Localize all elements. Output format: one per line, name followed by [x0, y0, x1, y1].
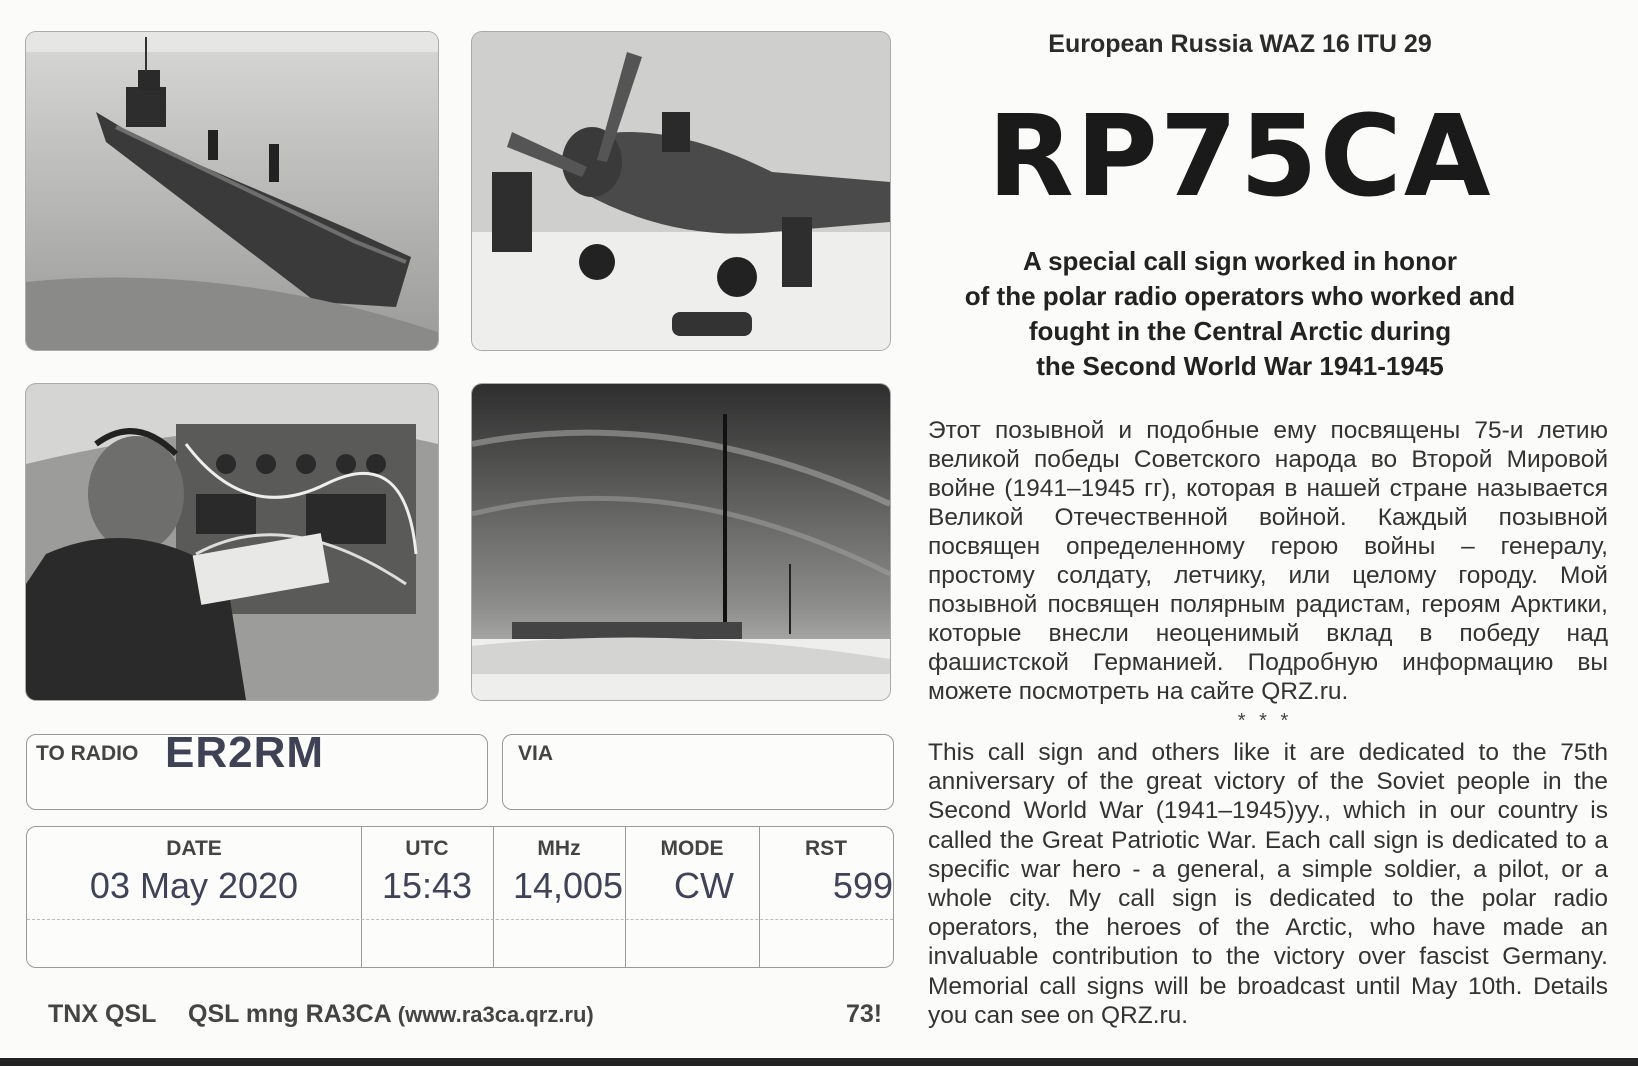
mode-value: CW: [674, 865, 734, 906]
submarine-photo: [26, 32, 438, 350]
honor-line: fought in the Central Arctic during: [1028, 316, 1452, 346]
qsl-manager-text: QSL mng RA3CA: [188, 1000, 391, 1028]
honor-line: of the polar radio operators who worked and: [964, 281, 1516, 311]
rst-header: RST: [805, 837, 847, 860]
honor-line: A special call sign worked in honor: [1023, 246, 1457, 276]
honor-text: [900, 244, 1580, 384]
text-separator: * * *: [1237, 710, 1293, 732]
english-description: This call sign and others like it are dedicated to the 75th anniversary of the great victory of the Soviet people in the Second World War (1941–1945)yy., which in our country is called the Great Patriotic War. Each call sign is dedicated to a specific war hero - a general, a simple soldier, a pilot, or a whole city. My call sign is dedicated to the polar radio operators, the heroes of the Arctic, who have made an invaluable contribution to the victory over fascist Germany. Memorial call signs will be broadcast until May 10th. Details you can see on QRZ.ru.: [928, 739, 1608, 1029]
tnx-qsl: TNX QSL: [48, 1000, 157, 1028]
via-box: [502, 734, 894, 810]
via-label: VIA: [518, 742, 554, 765]
to-radio-label: TO RADIO: [36, 742, 139, 765]
mhz-header: MHz: [537, 837, 581, 860]
arctic-station-photo: [472, 384, 890, 700]
fighter-plane-photo: [472, 32, 890, 350]
mode-header: MODE: [660, 837, 724, 860]
to-radio-value: ER2RM: [165, 728, 325, 777]
date-header: DATE: [166, 837, 222, 860]
utc-header: UTC: [405, 837, 449, 860]
utc-value: 15:43: [381, 865, 473, 906]
rst-value: 599: [832, 865, 893, 906]
qso-table: [26, 826, 894, 968]
date-value: 03 May 2020: [89, 865, 299, 906]
region-info: European Russia WAZ 16 ITU 29: [1048, 30, 1432, 58]
qsl-manager: [188, 1000, 594, 1029]
closing-73: 73!: [846, 1000, 883, 1028]
callsign-title: RP75CA: [987, 92, 1493, 222]
radio-operator-photo: [26, 384, 438, 700]
qsl-manager-url: (www.ra3ca.qrz.ru): [397, 1002, 594, 1027]
mhz-value: 14,005: [512, 865, 624, 906]
russian-description: Этот позывной и подобные ему посвящены 75-и летию великой победы Советского народа во Второй Мировой войне (1941–1945 гг), которая в нашей стране называется Великой Отечественной войной. Каждый позывной посвящен определенному герою войны – генералу, простому солдату, летчику, или целому городу. Мой позывной посвящен полярным радистам, героям Арктики, которые внесли неоценимый вклад в победу над фашистской Германией. Подробную информацию вы можете посмотреть на сайте QRZ.ru.: [928, 417, 1608, 705]
card-edge: [0, 1058, 1638, 1066]
honor-line: the Second World War 1941-1945: [1036, 351, 1444, 381]
